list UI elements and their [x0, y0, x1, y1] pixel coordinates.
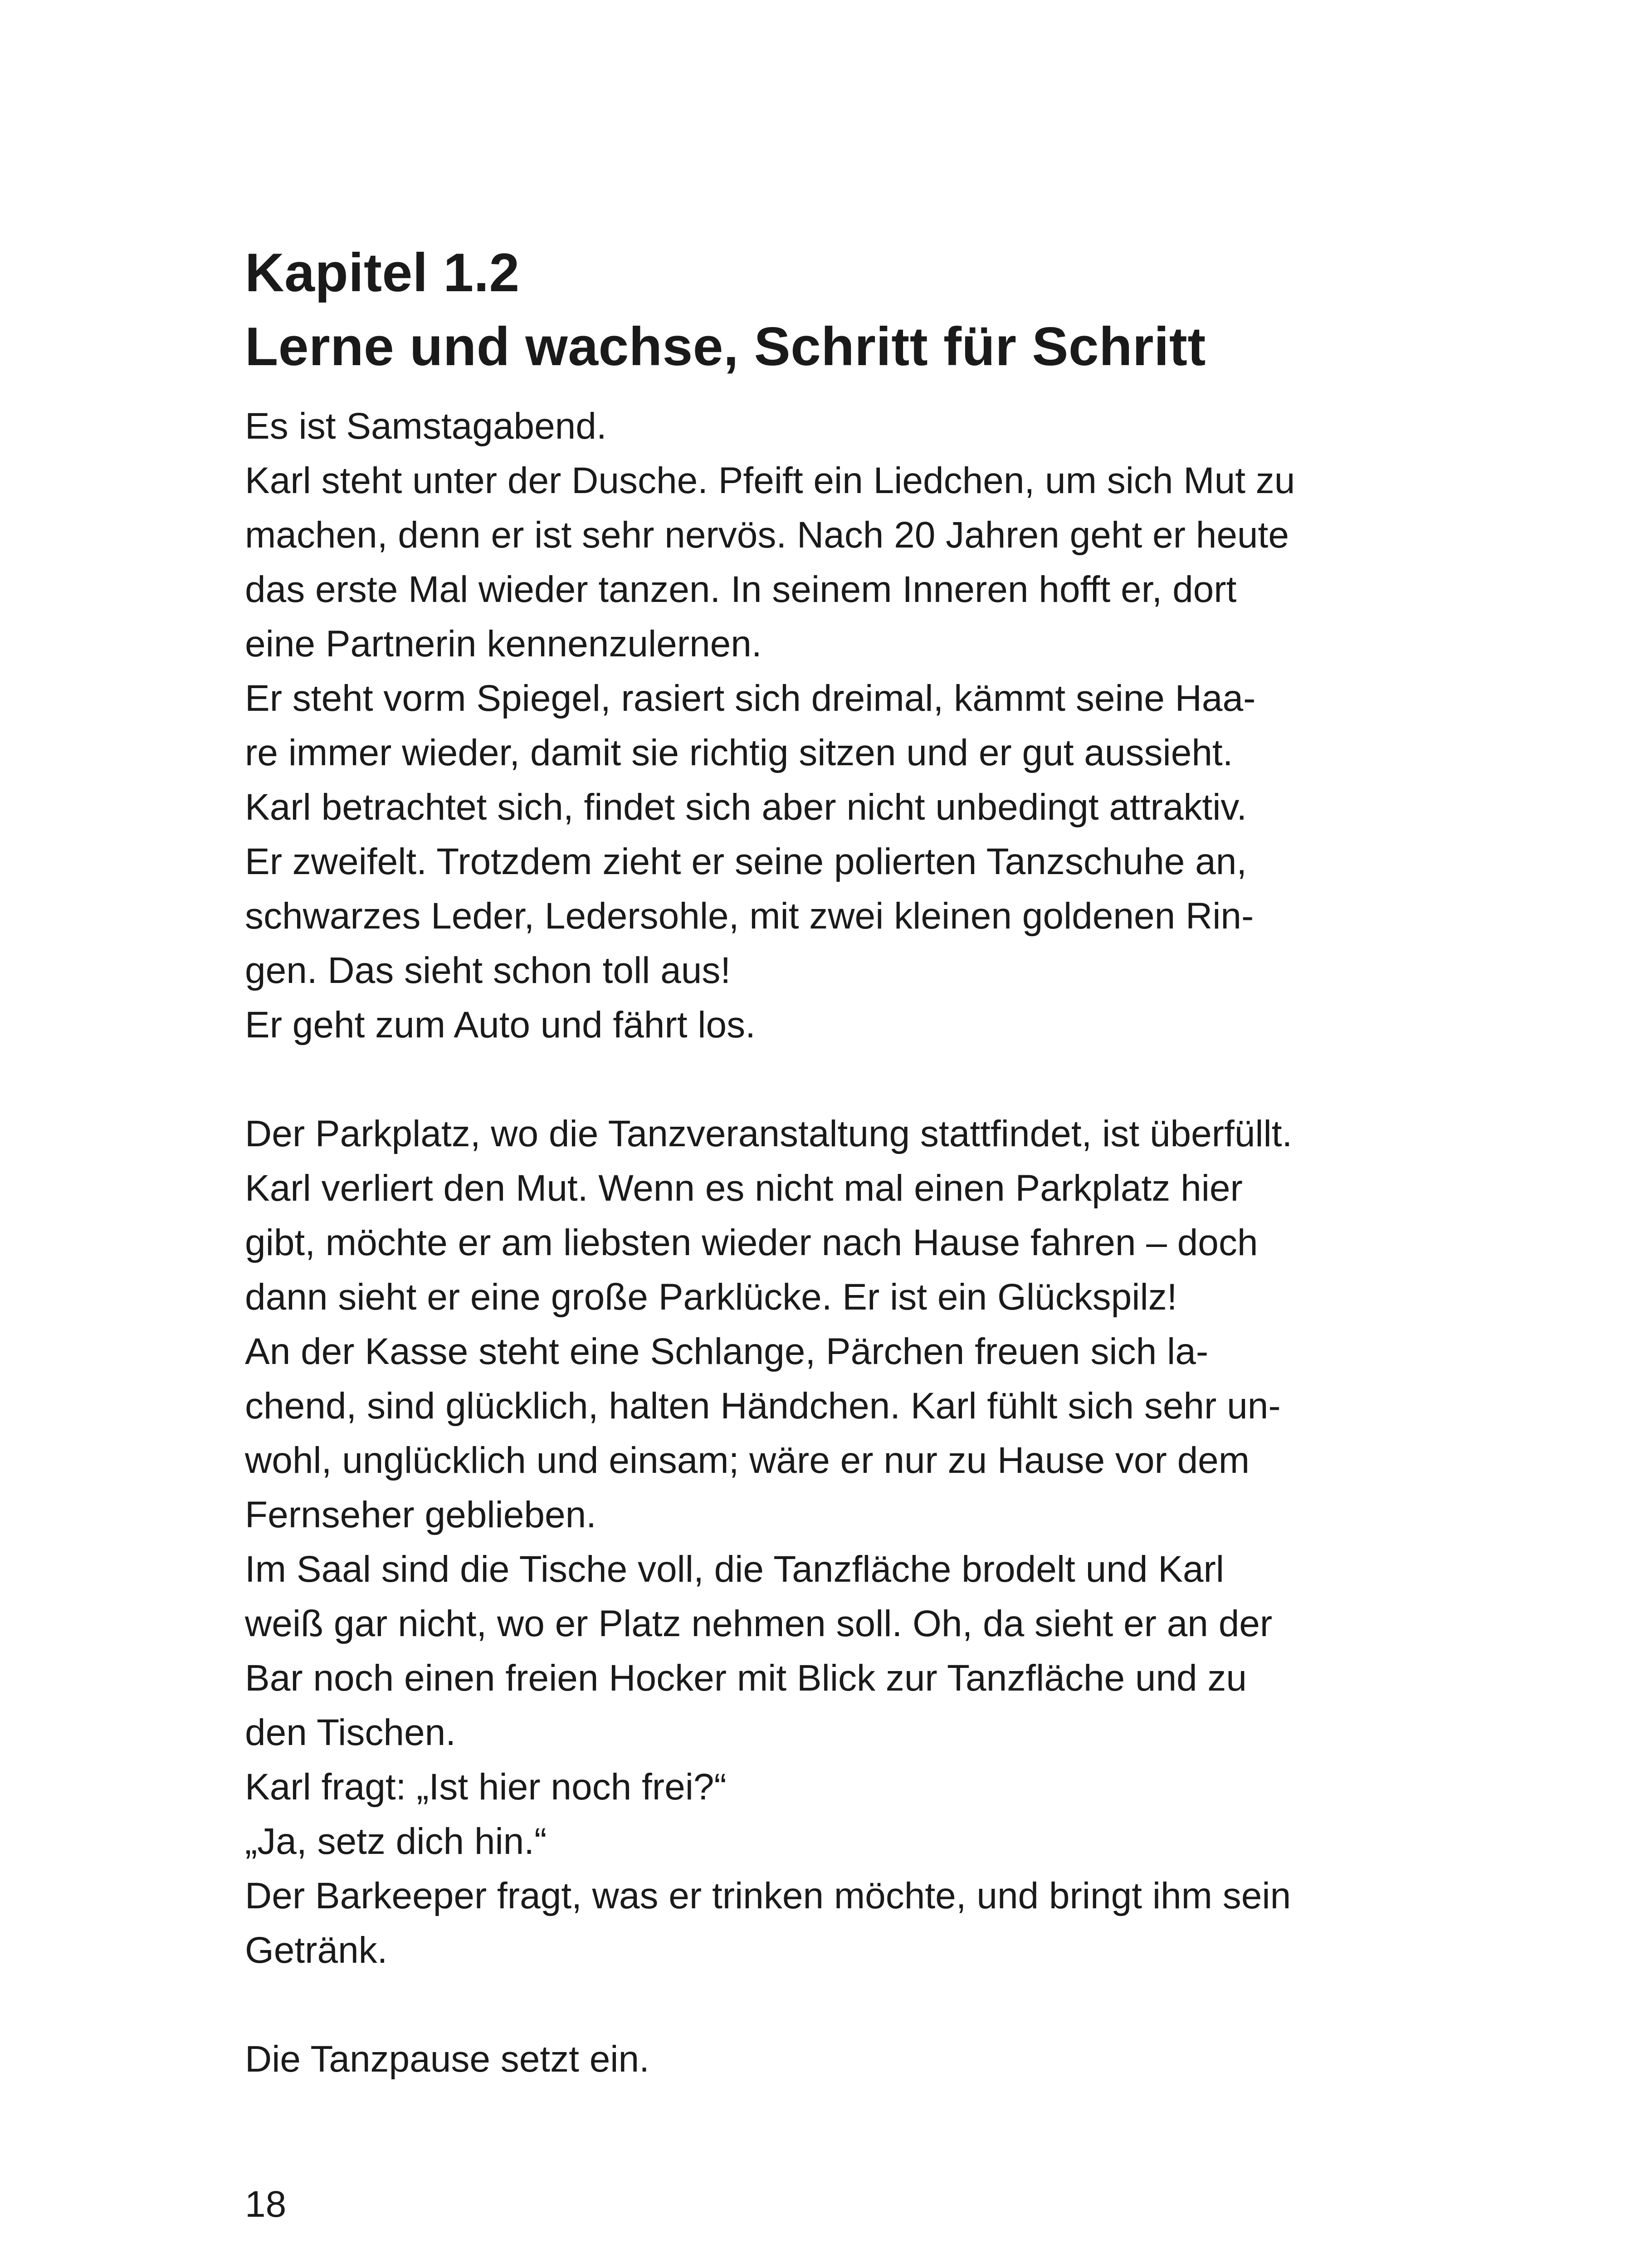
text-line: machen, denn er ist sehr nervös. Nach 20 Jahren geht er heute	[245, 514, 1289, 556]
text-line: Karl steht unter der Dusche. Pfeift ein Liedchen, um sich Mut zu	[245, 460, 1295, 501]
text-line: Karl verliert den Mut. Wenn es nicht mal einen Parkplatz hier	[245, 1168, 1243, 1209]
text-line: schwarzes Leder, Ledersohle, mit zwei kleinen goldenen Rin-	[245, 895, 1254, 937]
text-line: eine Partnerin kennenzulernen.	[245, 623, 762, 665]
text-line: weiß gar nicht, wo er Platz nehmen soll. Oh, da sieht er an der	[245, 1603, 1273, 1644]
text-line: Der Barkeeper fragt, was er trinken möchte, und bringt ihm sein	[245, 1875, 1291, 1916]
text-line: wohl, unglücklich und einsam; wäre er nur zu Hause vor dem	[245, 1440, 1250, 1481]
text-line: Karl fragt: „Ist hier noch frei?“	[245, 1766, 727, 1808]
chapter-body-text	[245, 399, 1295, 2087]
text-line: Er zweifelt. Trotzdem zieht er seine polierten Tanzschuhe an,	[245, 841, 1247, 882]
text-line: den Tischen.	[245, 1712, 456, 1753]
text-line: Getränk.	[245, 1930, 388, 1971]
text-line: „Ja, setz dich hin.“	[245, 1821, 547, 1862]
text-line: dann sieht er eine große Parklücke. Er ist ein Glückspilz!	[245, 1276, 1177, 1318]
text-line: gen. Das sieht schon toll aus!	[245, 950, 731, 991]
text-line: Im Saal sind die Tische voll, die Tanzfläche brodelt und Karl	[245, 1549, 1225, 1590]
text-line: Die Tanzpause setzt ein.	[245, 2038, 649, 2080]
text-line: Es ist Samstagabend.	[245, 406, 607, 447]
text-line: Er geht zum Auto und fährt los.	[245, 1004, 756, 1046]
text-line: Er steht vorm Spiegel, rasiert sich dreimal, kämmt seine Haa-	[245, 678, 1256, 719]
chapter-number: Kapitel 1.2	[245, 242, 520, 303]
text-line: chend, sind glücklich, halten Händchen. Karl fühlt sich sehr un-	[245, 1385, 1281, 1427]
chapter-heading	[245, 236, 1206, 384]
page-number: 18	[245, 2184, 287, 2225]
paragraph-break	[245, 1978, 1295, 2032]
text-line: Karl betrachtet sich, findet sich aber nicht unbedingt attraktiv.	[245, 787, 1247, 828]
paragraph-break	[245, 1052, 1295, 1107]
text-line: re immer wieder, damit sie richtig sitzen und er gut aussieht.	[245, 732, 1233, 773]
text-line: Fernseher geblieben.	[245, 1494, 596, 1535]
text-line: gibt, möchte er am liebsten wieder nach Hause fahren – doch	[245, 1222, 1258, 1263]
text-line: An der Kasse steht eine Schlange, Pärchen freuen sich la-	[245, 1331, 1209, 1372]
text-line: das erste Mal wieder tanzen. In seinem Inneren hofft er, dort	[245, 569, 1237, 610]
text-line: Bar noch einen freien Hocker mit Blick zur Tanzfläche und zu	[245, 1657, 1247, 1699]
text-line: Der Parkplatz, wo die Tanzveranstaltung stattfindet, ist überfüllt.	[245, 1113, 1293, 1154]
chapter-title: Lerne und wachse, Schritt für Schritt	[245, 316, 1206, 377]
